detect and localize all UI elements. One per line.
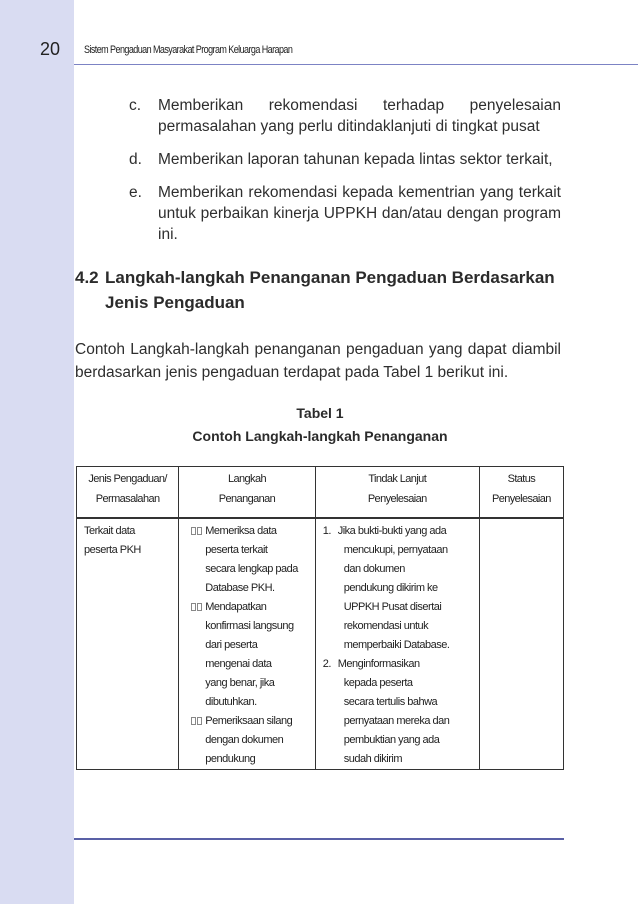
cell-status (479, 518, 563, 770)
table-caption-label: Tabel 1 (296, 405, 344, 421)
table-header-row (77, 467, 564, 519)
list-text: Memberikan laporan tahunan kepada lintas sektor terkait, (158, 151, 553, 168)
followup-entry: 2. Menginformasikan kepada peserta secara tertulis bahwa pernyataan mereka dan pembuktian yang ada sudah dikirim (322, 658, 450, 765)
list-marker: d. (129, 151, 142, 168)
step-entry: Mendapatkan konfirmasi langsung dari peserta mengenai data yang benar, jika dibutuhkan. (191, 598, 314, 712)
header-jenis: Jenis Pengaduan/ Permasalahan (77, 467, 179, 519)
checkbox-bullet-icon (191, 603, 196, 611)
cell-jenis: Terkait data peserta PKH (77, 518, 179, 770)
section-title-line1: Langkah-langkah Penanganan Pengaduan Berdasarkan (105, 268, 555, 287)
list-marker: c. (129, 97, 142, 114)
cell-langkah (179, 518, 315, 770)
complaint-steps-table (76, 466, 564, 770)
checkbox-bullet-icon (197, 527, 202, 535)
page-number: 20 (40, 39, 61, 59)
intro-paragraph: Contoh Langkah-langkah penanganan pengaduan yang dapat diambil berdasarkan jenis pengaduan terdapat pada Tabel 1 berikut ini. (75, 341, 561, 381)
footer-rule (74, 838, 564, 840)
followup-entry: 1. Jika bukti-bukti yang ada mencukupi, pernyataan dan dokumen pendukung dikirim ke UPPKH Pusat disertai rekomendasi untuk memperbaiki Database. (322, 525, 450, 651)
checkbox-bullet-icon (197, 717, 202, 725)
section-heading (75, 265, 565, 315)
step-entry: Pemeriksaan silang dengan dokumen pendukung (191, 712, 314, 769)
checkbox-bullet-icon (191, 717, 196, 725)
header-status: Status Penyelesaian (479, 467, 563, 519)
list-item (129, 149, 561, 170)
list-marker: e. (129, 184, 142, 201)
cell-tindak-lanjut (315, 518, 479, 770)
table-caption (75, 402, 565, 448)
checkbox-bullet-icon (191, 527, 196, 535)
list-text: Memberikan rekomendasi terhadap penyelesaian permasalahan yang perlu ditindaklanjuti di tingkat pusat (158, 97, 561, 135)
header-langkah: Langkah Penanganan (179, 467, 315, 519)
header-tindak-lanjut: Tindak Lanjut Penyelesaian (315, 467, 479, 519)
list-text: Memberikan rekomendasi kepada kementrian yang terkait untuk perbaikan kinerja UPPKH dan/atau dengan program ini. (158, 184, 561, 243)
table-row (77, 518, 564, 770)
list-item (129, 95, 561, 137)
list-item (129, 182, 561, 245)
running-head: Sistem Pengaduan Masyarakat Program Keluarga Harapan (84, 44, 293, 56)
section-title-line2: Jenis Pengaduan (105, 293, 245, 312)
checkbox-bullet-icon (197, 603, 202, 611)
header-rule (74, 64, 638, 65)
section-number: 4.2 (75, 268, 99, 287)
side-band (0, 0, 74, 904)
step-entry: Memeriksa data peserta terkait secara lengkap pada Database PKH. (191, 522, 314, 598)
recommendation-list (129, 95, 561, 257)
table-caption-title: Contoh Langkah-langkah Penanganan (192, 428, 448, 444)
